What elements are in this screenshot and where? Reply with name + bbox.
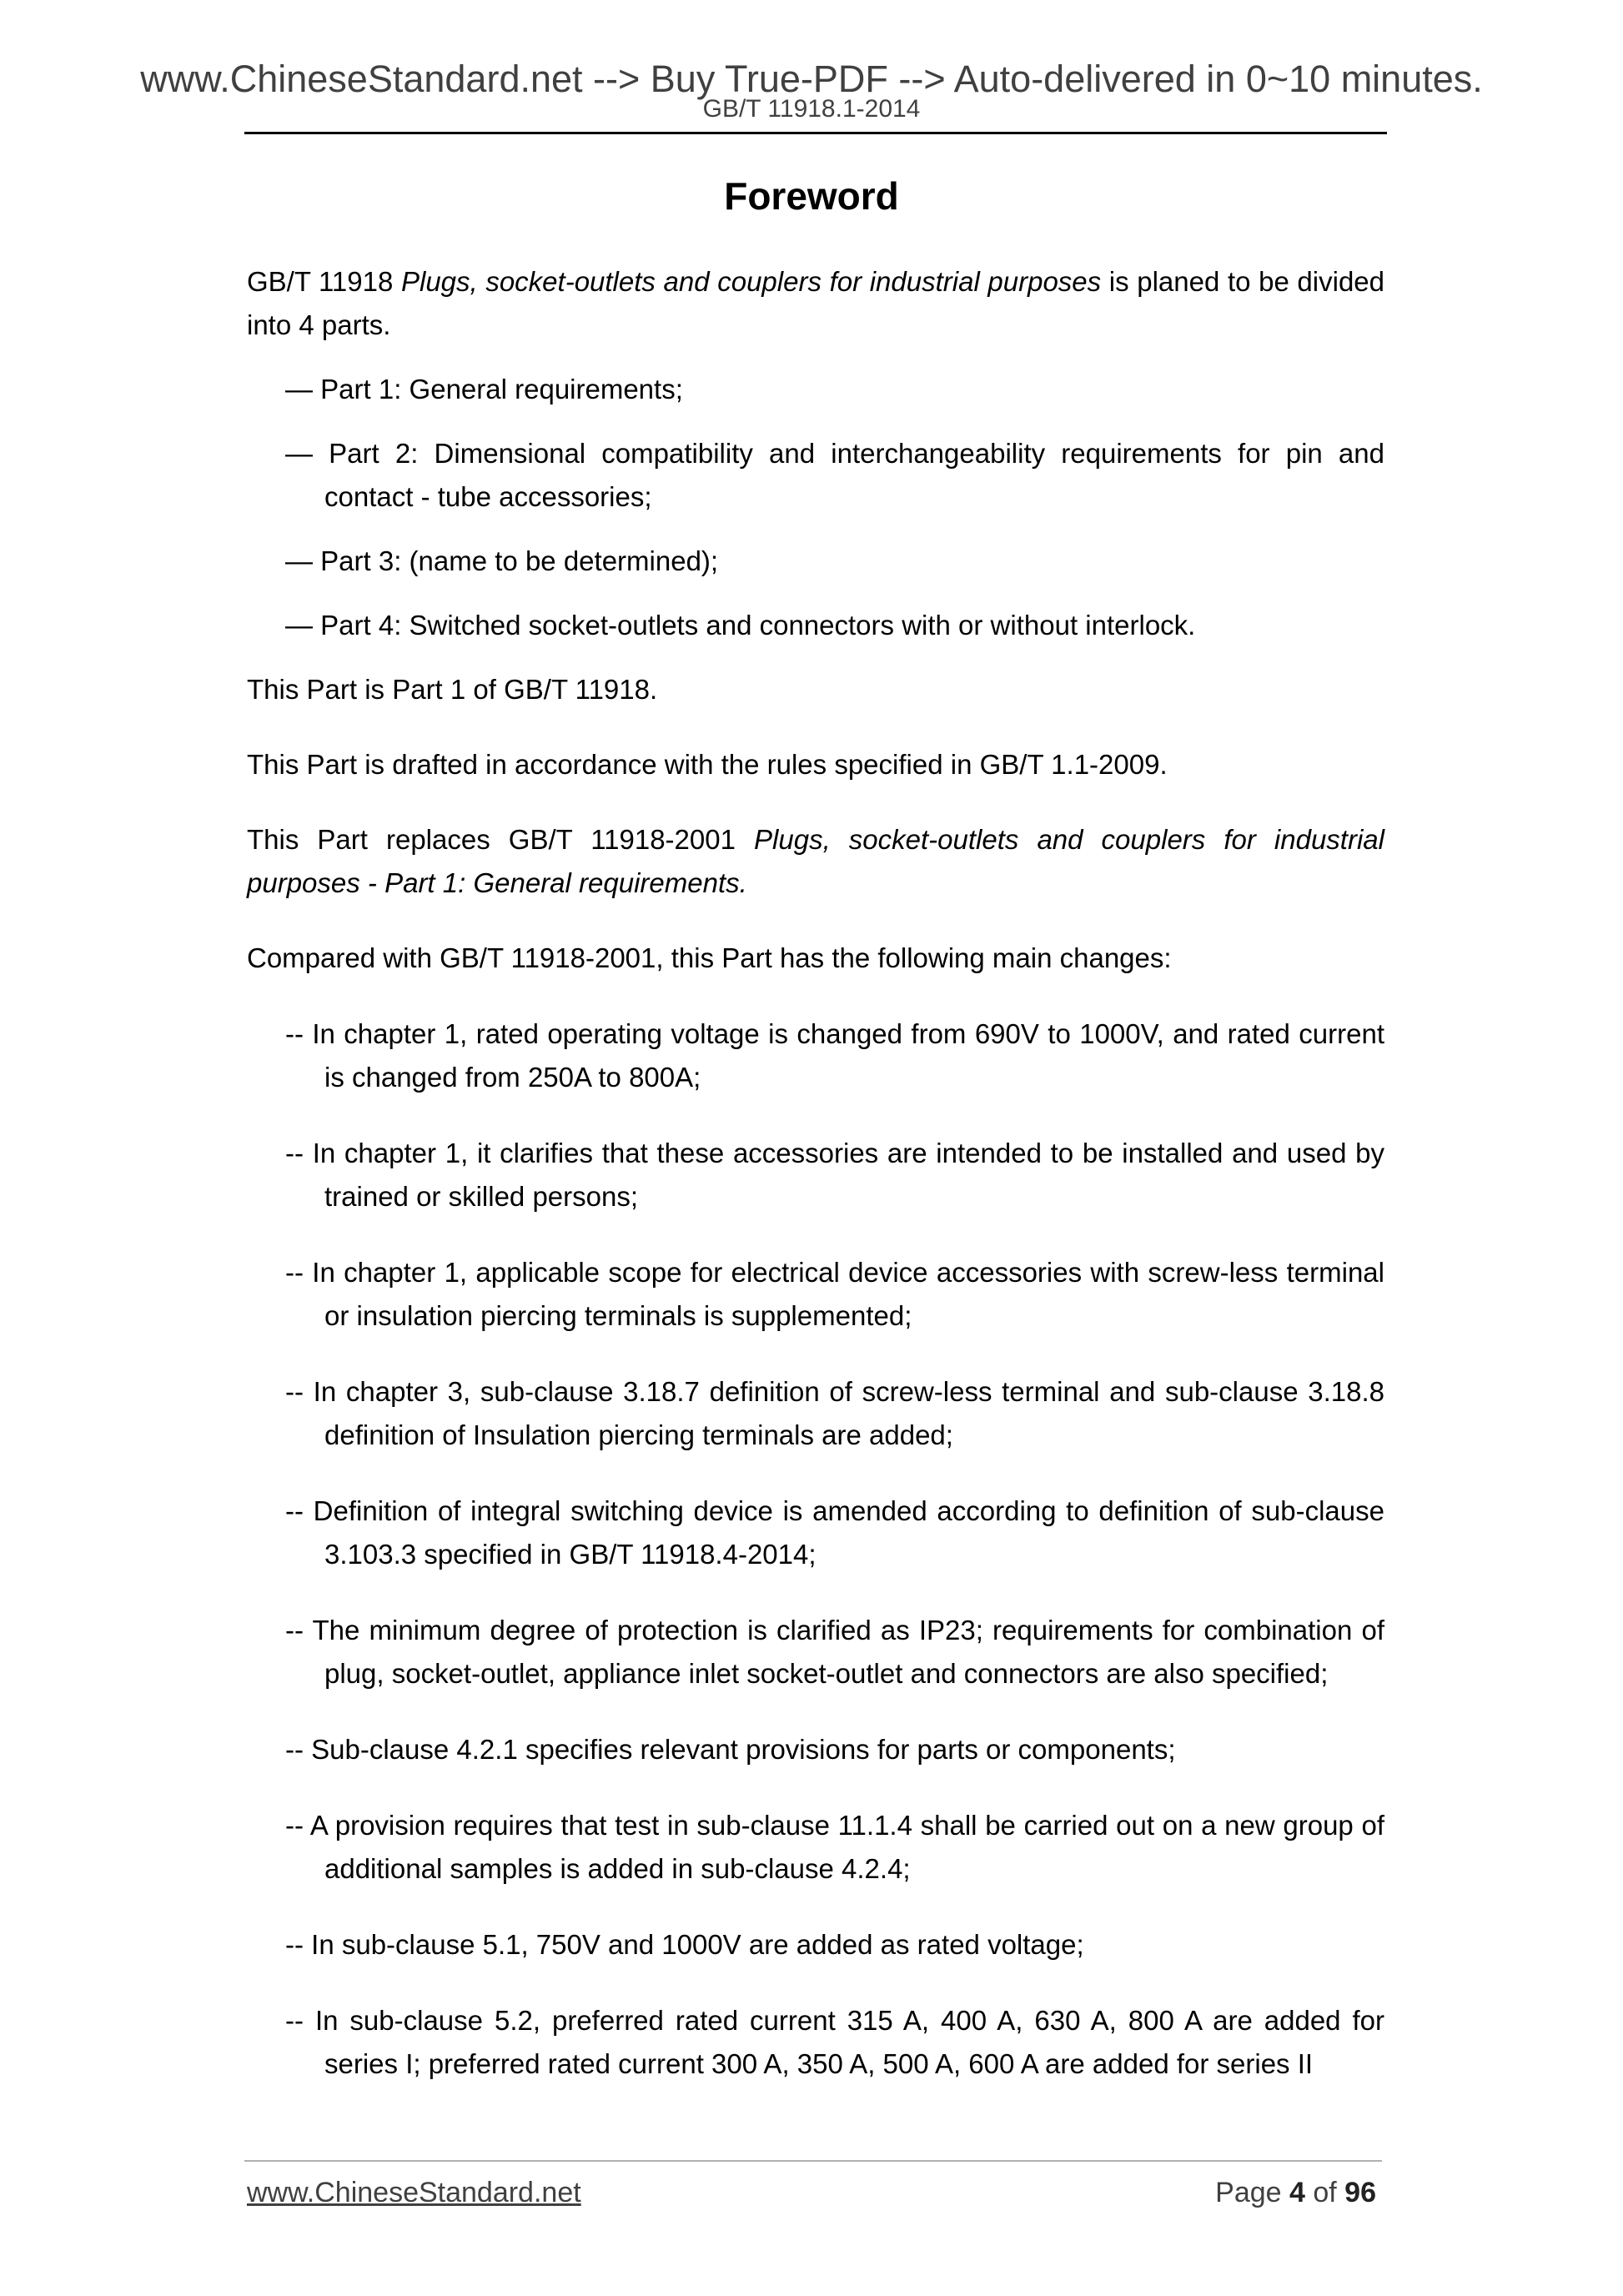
intro-lead: GB/T 11918: [247, 266, 401, 297]
change-item: -- Definition of integral switching device is amended according to definition of sub-clause 3.103.3 specified in GB/T 11918.4-2014;: [285, 1495, 1384, 1570]
page-number: 4: [1289, 2177, 1305, 2208]
page-prefix: Page: [1215, 2177, 1289, 2208]
change-item: -- In chapter 1, it clarifies that these accessories are intended to be installed and used by trained or skilled persons;: [285, 1138, 1384, 1212]
header-divider: [244, 132, 1387, 134]
intro-paragraph: [247, 260, 1384, 347]
change-item: -- In sub-clause 5.2, preferred rated current 315 A, 400 A, 630 A, 800 A are added for series I; preferred rated current 300 A, 350 A, 500 A, 600 A are added for series II: [285, 2005, 1384, 2079]
replaces-paragraph: [247, 818, 1384, 905]
part-item: — Part 3: (name to be determined);: [285, 545, 719, 576]
replaces-italic: Plugs, socket-outlets and couplers for industrial purposes - Part 1: General requirements.: [247, 824, 1384, 898]
part-item: — Part 4: Switched socket-outlets and connectors with or without interlock.: [285, 610, 1196, 641]
page-title: Foreword: [724, 174, 899, 218]
document-body: [247, 260, 1384, 2086]
part1-paragraph: This Part is Part 1 of GB/T 11918.: [247, 674, 658, 705]
change-item: -- Sub-clause 4.2.1 specifies relevant provisions for parts or components;: [285, 1734, 1176, 1765]
change-item: -- In chapter 1, rated operating voltage is changed from 690V to 1000V, and rated current is changed from 250A to 800A;: [285, 1018, 1384, 1093]
page-of: of: [1304, 2177, 1345, 2208]
intro-tail: is planed to be divided into 4 parts.: [247, 266, 1385, 340]
changes-intro: Compared with GB/T 11918-2001, this Part has the following main changes:: [247, 942, 1172, 973]
change-item: -- In sub-clause 5.1, 750V and 1000V are added as rated voltage;: [285, 1929, 1084, 1960]
part-item: — Part 1: General requirements;: [285, 374, 683, 404]
change-item: -- The minimum degree of protection is clarified as IP23; requirements for combination of plug, socket-outlet, appliance inlet socket-outlet and connectors are also specified;: [285, 1615, 1384, 1689]
header-banner: www.ChineseStandard.net --> Buy True-PDF --> Auto-delivered in 0~10 minutes.: [140, 58, 1483, 100]
change-item: -- In chapter 3, sub-clause 3.18.7 definition of screw-less terminal and sub-clause 3.18.8 definition of Insulation piercing terminals are added;: [285, 1376, 1384, 1450]
drafted-paragraph: This Part is drafted in accordance with the rules specified in GB/T 1.1-2009.: [247, 749, 1168, 780]
page-indicator: [1215, 2178, 1376, 2207]
footer-site-link[interactable]: www.ChineseStandard.net: [247, 2177, 581, 2208]
standard-code: GB/T 11918.1-2014: [702, 95, 921, 123]
part-item: — Part 2: Dimensional compatibility and interchangeability requirements for pin and contact - tube accessories;: [285, 438, 1384, 512]
page-total: 96: [1344, 2177, 1376, 2208]
change-item: -- A provision requires that test in sub-clause 11.1.4 shall be carried out on a new group of additional samples is added in sub-clause 4.2.4;: [285, 1810, 1384, 1884]
footer-divider: [244, 2160, 1382, 2162]
change-item: -- In chapter 1, applicable scope for electrical device accessories with screw-less terminal or insulation piercing terminals is supplemented;: [285, 1257, 1384, 1331]
replaces-lead: This Part replaces GB/T 11918-2001: [247, 824, 755, 855]
intro-italic-title: Plugs, socket-outlets and couplers for industrial purposes: [400, 266, 1102, 297]
